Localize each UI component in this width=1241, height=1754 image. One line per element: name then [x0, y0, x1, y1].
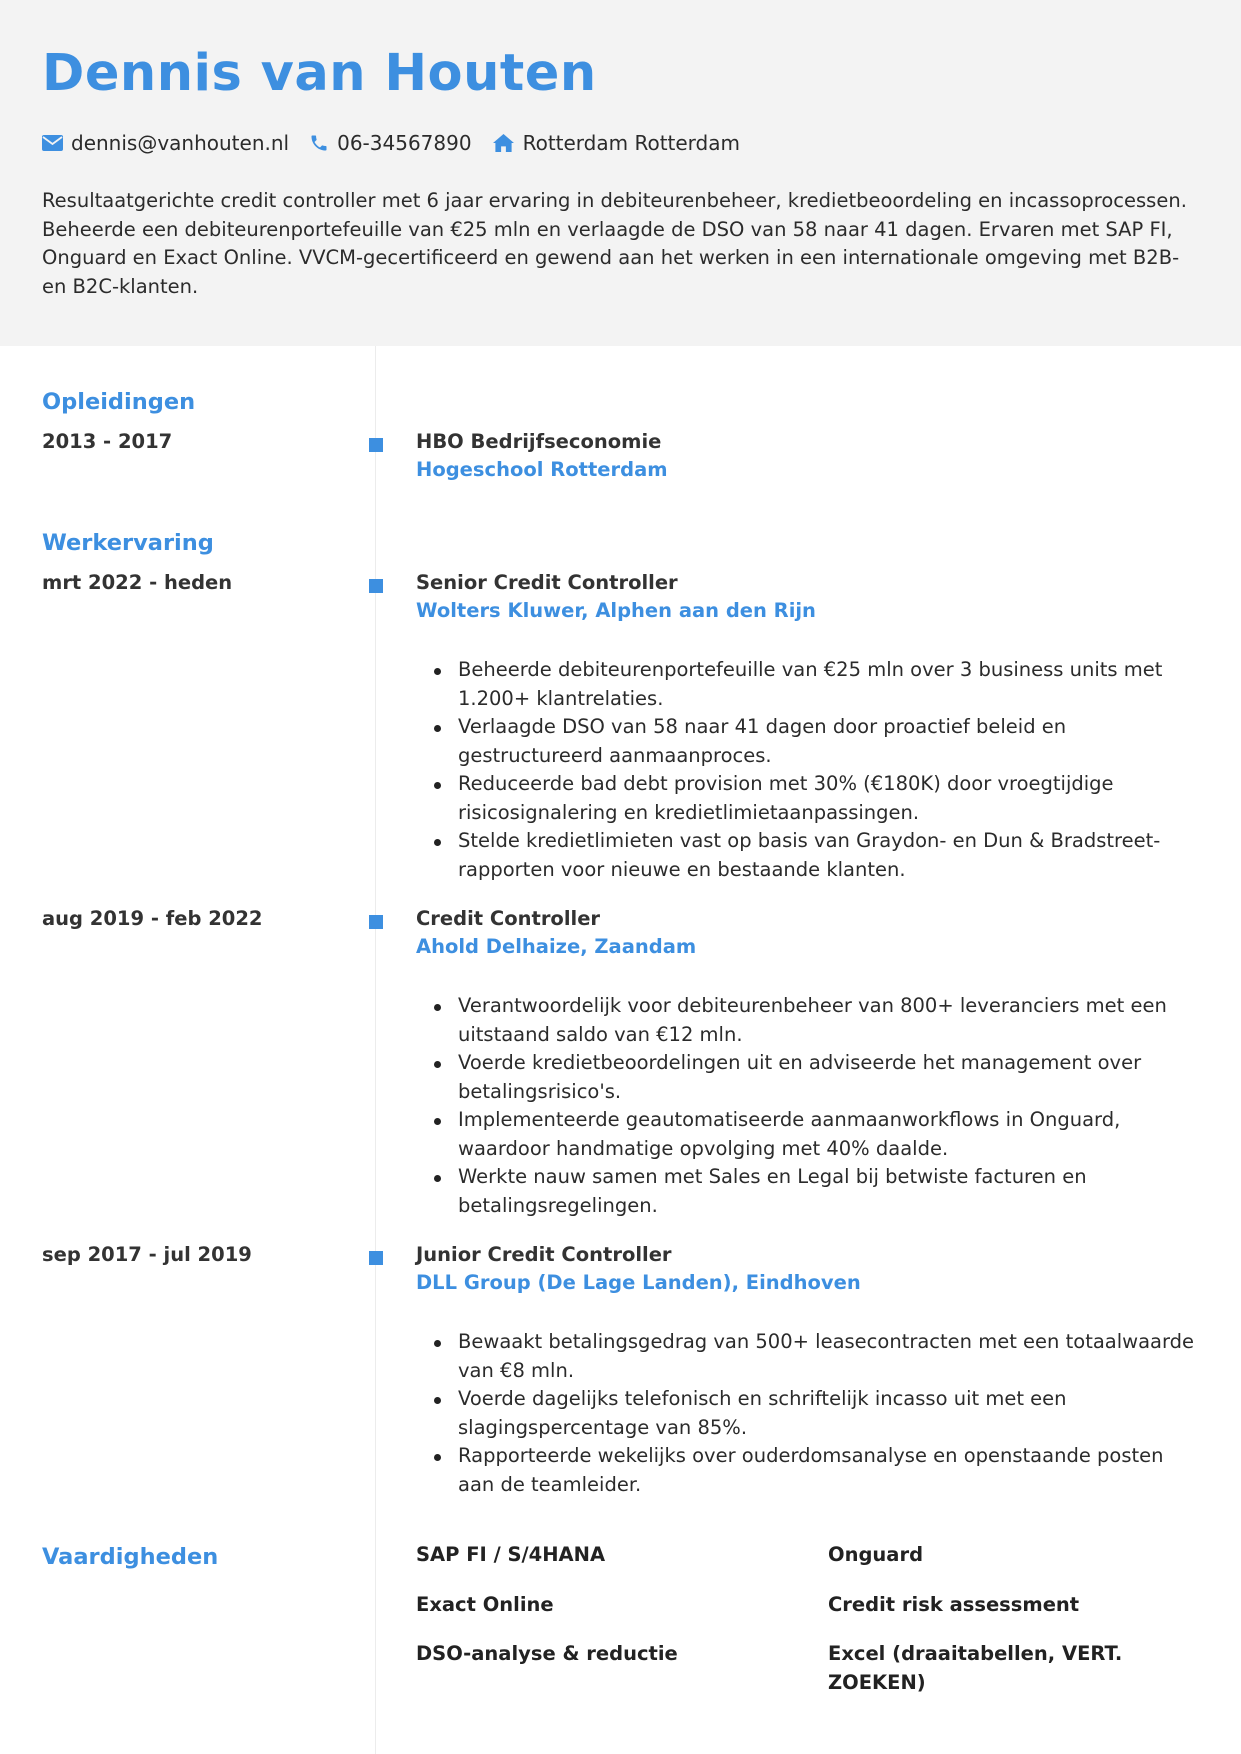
list-item: Reduceerde bad debt provision met 30% (€180K) door vroegtijdige risicosignalering en kredietlimietaanpassingen. [416, 770, 1196, 827]
contact-bar [42, 128, 760, 158]
list-item: Voerde kredietbeoordelingen uit en adviseerde het management over betalingsrisico's. [416, 1049, 1196, 1106]
location-text: Rotterdam Rotterdam [522, 131, 740, 155]
list-item: Bewaakt betalingsgedrag van 500+ leasecontracten met een totaalwaarde van €8 mln. [416, 1328, 1196, 1385]
job-company: Wolters Kluwer, Alphen aan den Rijn [416, 599, 816, 622]
list-item: Rapporteerde wekelijks over ouderdomsanalyse en openstaande posten aan de teamleider. [416, 1442, 1196, 1499]
job-period: aug 2019 - feb 2022 [42, 907, 263, 930]
list-item: Verantwoordelijk voor debiteurenbeheer van 800+ leveranciers met een uitstaand saldo van €12 mln. [416, 992, 1196, 1049]
education-school: Hogeschool Rotterdam [416, 458, 668, 481]
skill-item: Exact Online [416, 1593, 554, 1616]
list-item: Beheerde debiteurenportefeuille van €25 mln over 3 business units met 1.200+ klantrelaties. [416, 656, 1196, 713]
contact-email[interactable] [42, 131, 289, 155]
timeline-marker [369, 915, 383, 929]
skill-item: Excel (draaitabellen, VERT. ZOEKEN) [828, 1642, 1123, 1694]
job-period: mrt 2022 - heden [42, 571, 233, 594]
contact-phone[interactable] [309, 131, 471, 155]
phone-icon [309, 133, 329, 153]
candidate-name: Dennis van Houten [42, 44, 597, 103]
list-item: Voerde dagelijks telefonisch en schriftelijk incasso uit met een slagingspercentage van 85%. [416, 1385, 1196, 1442]
section-title-skills: Vaardigheden [42, 1544, 219, 1570]
profile-summary: Resultaatgerichte credit controller met 6 jaar ervaring in debiteurenbeheer, kredietbeoordeling en incassoprocessen. Beheerde een debiteurenportefeuille van €25 mln en verlaagde de DSO van 58 naar 41 dagen. Ervaren met SAP FI, Onguard en Exact Online. VVCM-gecertificeerd en gewend aan het werken in een internationale omgeving met B2B- en B2C-klanten. [42, 189, 1187, 299]
contact-location [492, 131, 740, 155]
envelope-icon [42, 135, 63, 151]
job-company: Ahold Delhaize, Zaandam [416, 935, 697, 958]
skill-item: SAP FI / S/4HANA [416, 1543, 606, 1566]
timeline-marker [369, 1251, 383, 1265]
section-title-education: Opleidingen [42, 389, 196, 415]
job-bullets [416, 656, 1196, 884]
section-title-experience: Werkervaring [42, 530, 214, 556]
list-item: Stelde kredietlimieten vast op basis van Graydon- en Dun & Bradstreet-rapporten voor nieuwe en bestaande klanten. [416, 827, 1196, 884]
job-role: Credit Controller [416, 907, 601, 930]
job-role: Senior Credit Controller [416, 571, 678, 594]
home-icon [492, 133, 515, 153]
skill-item: DSO-analyse & reductie [416, 1642, 678, 1665]
job-bullets [416, 1328, 1196, 1499]
job-role: Junior Credit Controller [416, 1243, 672, 1266]
education-period: 2013 - 2017 [42, 430, 173, 453]
header [0, 0, 1241, 346]
job-bullets [416, 992, 1196, 1220]
timeline-marker [369, 438, 383, 452]
skill-item: Credit risk assessment [828, 1593, 1080, 1616]
timeline-marker [369, 579, 383, 593]
list-item: Werkte nauw samen met Sales en Legal bij betwiste facturen en betalingsregelingen. [416, 1163, 1196, 1220]
email-text[interactable]: dennis@vanhouten.nl [71, 131, 290, 155]
timeline-divider [375, 346, 376, 1754]
list-item: Implementeerde geautomatiseerde aanmaanworkflows in Onguard, waardoor handmatige opvolging met 40% daalde. [416, 1106, 1196, 1163]
list-item: Verlaagde DSO van 58 naar 41 dagen door proactief beleid en gestructureerd aanmaanproces. [416, 713, 1196, 770]
education-degree: HBO Bedrijfseconomie [416, 430, 662, 453]
phone-text[interactable]: 06-34567890 [337, 131, 472, 155]
job-period: sep 2017 - jul 2019 [42, 1243, 252, 1266]
skill-item: Onguard [828, 1543, 924, 1566]
job-company: DLL Group (De Lage Landen), Eindhoven [416, 1271, 861, 1294]
